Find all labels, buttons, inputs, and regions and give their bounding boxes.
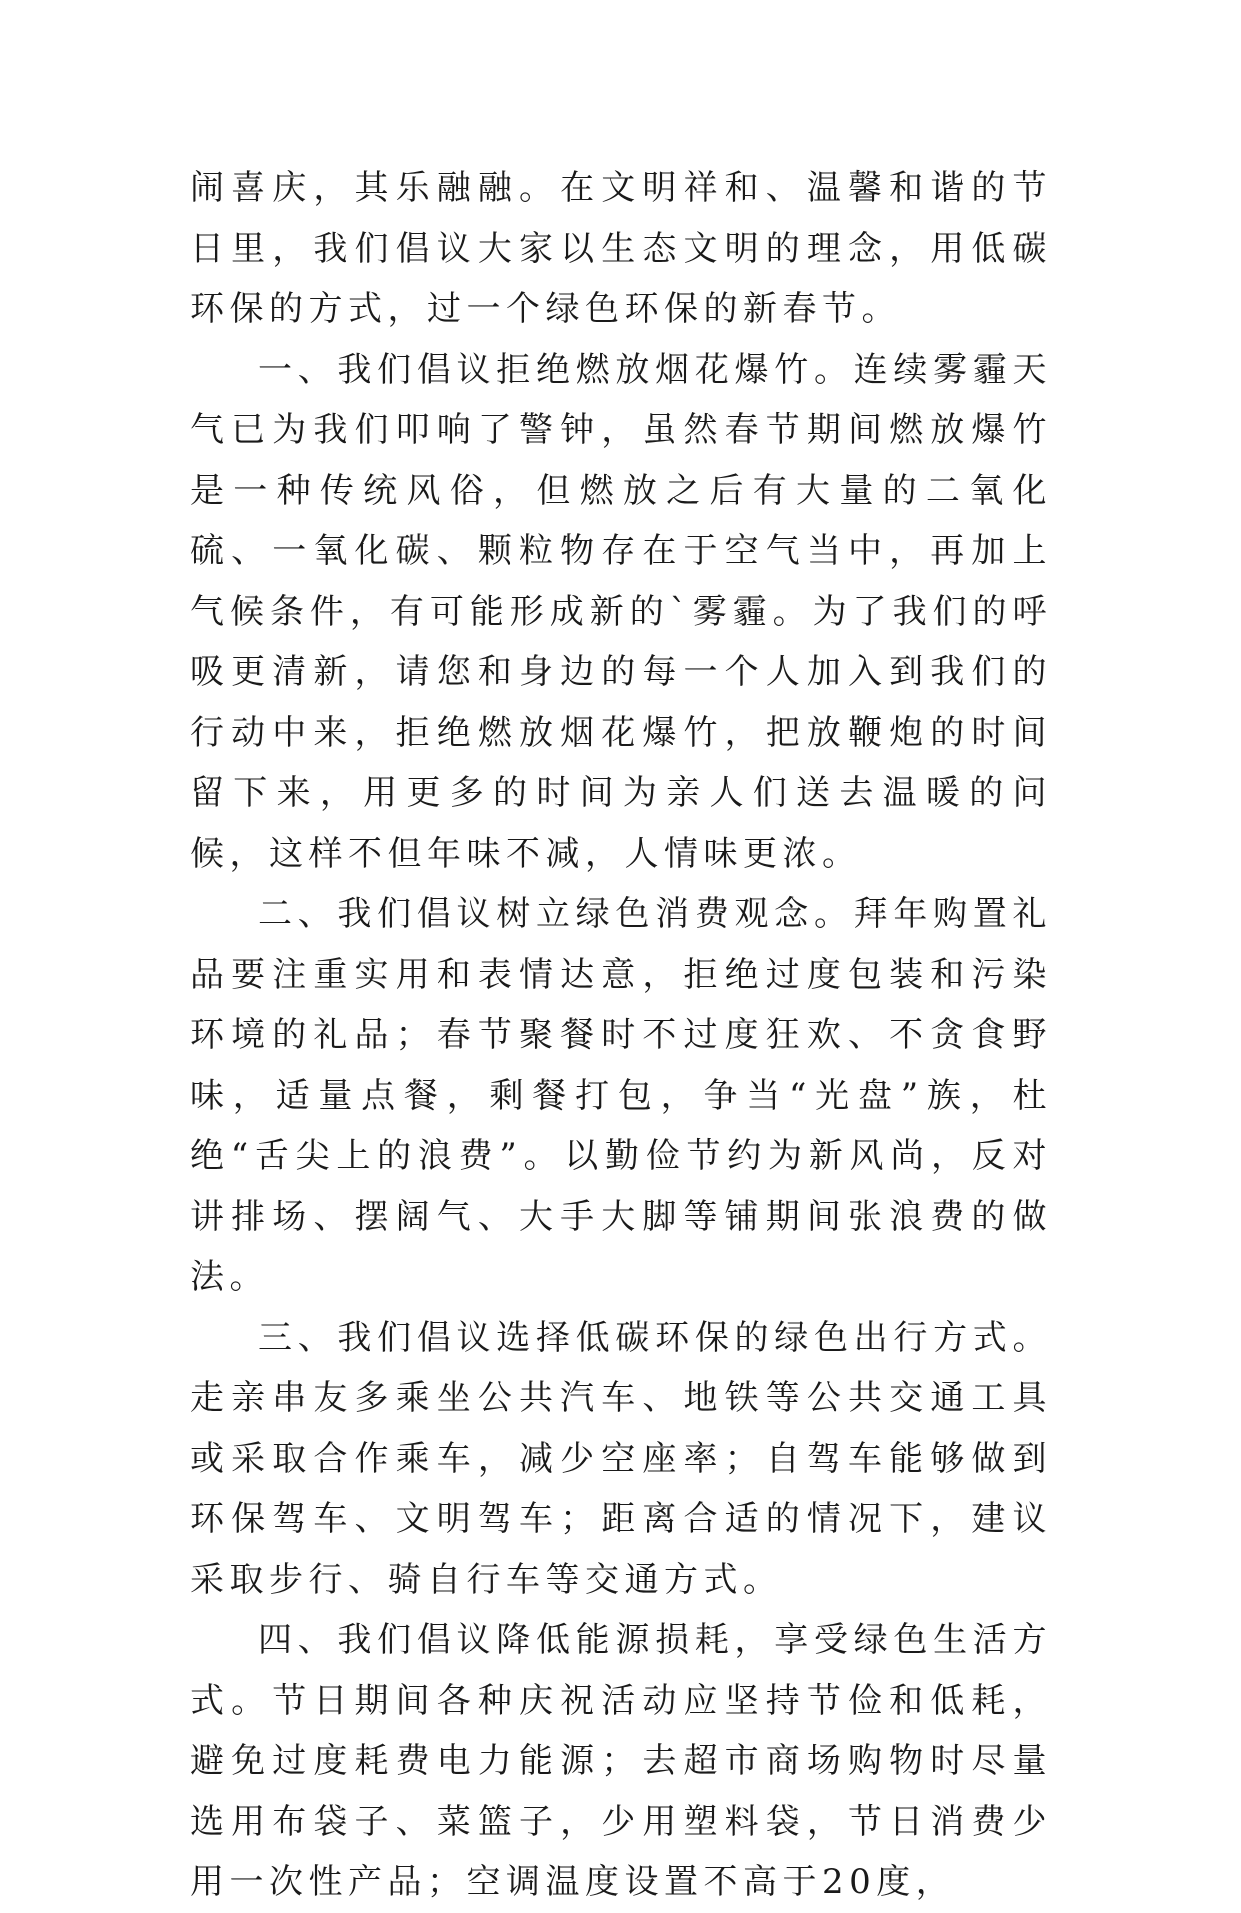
document-body — [190, 158, 1052, 1913]
paragraph-intro-continuation: 闹喜庆，其乐融融。在文明祥和、温馨和谐的节日里，我们倡议大家以生态文明的理念，用低碳环保的方式，过一个绿色环保的新春节。 — [190, 168, 1052, 329]
paragraph-proposal-4: 四、我们倡议降低能源损耗，享受绿色生活方式。节日期间各种庆祝活动应坚持节俭和低耗，避免过度耗费电力能源；去超市商场购物时尽量选用布袋子、菜篮子，少用塑料袋，节日消费少用一次性产品；空调温度设置不高于20度， — [190, 1620, 1052, 1902]
paragraph-proposal-3: 三、我们倡议选择低碳环保的绿色出行方式。走亲串友多乘坐公共汽车、地铁等公共交通工具或采取合作乘车，减少空座率；自驾车能够做到环保驾车、文明驾车；距离合适的情况下，建议采取步行、骑自行车等交通方式。 — [190, 1317, 1052, 1600]
paragraph-proposal-1: 一、我们倡议拒绝燃放烟花爆竹。连续雾霾天气已为我们叩响了警钟，虽然春节期间燃放爆竹是一种传统风俗，但燃放之后有大量的二氧化硫、一氧化碳、颗粒物存在于空气当中，再加上气候条件，有可能形成新的`雾霾。为了我们的呼吸更清新，请您和身边的每一个人加入到我们的行动中来，拒绝燃放烟花爆竹，把放鞭炮的时间留下来，用更多的时间为亲人们送去温暖的问候，这样不但年味不减，人情味更浓。 — [190, 349, 1052, 874]
paragraph-proposal-2: 二、我们倡议树立绿色消费观念。拜年购置礼品要注重实用和表情达意，拒绝过度包装和污染环境的礼品；春节聚餐时不过度狂欢、不贪食野味，适量点餐，剩餐打包，争当“光盘”族，杜绝“舌尖上的浪费”。以勤俭节约为新风尚，反对讲排场、摆阔气、大手大脚等铺期间张浪费的做法。 — [190, 894, 1052, 1297]
